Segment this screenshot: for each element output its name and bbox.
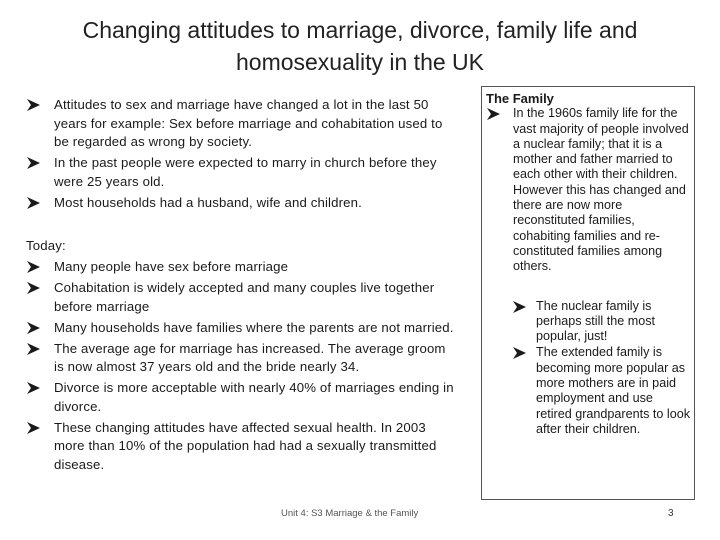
family-sub-bullet-list: [512, 299, 692, 438]
list-item: [512, 345, 692, 437]
arrowhead-bullet-icon: [512, 298, 528, 316]
bullet-text: Many households have families where the parents are not married.: [54, 319, 454, 335]
intro-bullet-list: [26, 96, 458, 212]
bullet-text: The extended family is becoming more popular as more mothers are in paid employment and use retired grandparents to look after their children.: [536, 345, 691, 436]
arrowhead-bullet-icon: [486, 105, 502, 123]
bullet-text: Many people have sex before marriage: [54, 259, 289, 274]
arrowhead-bullet-icon: [512, 344, 528, 362]
list-item: [26, 96, 458, 152]
arrowhead-bullet-icon: [26, 154, 42, 172]
list-item: [486, 106, 692, 274]
list-item: [26, 379, 458, 416]
list-item: [26, 258, 458, 277]
arrowhead-bullet-icon: [26, 340, 42, 358]
bullet-text: The average age for marriage has increased. The average groom is now almost 37 years old and the bride nearly 34.: [54, 340, 446, 374]
bullet-text: Divorce is more acceptable with nearly 40% of marriages ending in divorce.: [54, 380, 454, 414]
list-item: [26, 319, 458, 338]
bullet-text: Most households had a husband, wife and children.: [54, 194, 362, 210]
arrowhead-bullet-icon: [26, 379, 42, 397]
left-column: [26, 96, 458, 477]
slide-footer: Unit 4: S3 Marriage & the Family: [281, 508, 419, 519]
right-column: [486, 91, 692, 438]
arrowhead-bullet-icon: [26, 279, 42, 297]
bullet-text: In the past people were expected to marry in church before they were 25 years old.: [54, 155, 437, 189]
bullet-text: Cohabitation is widely accepted and many couples live together before marriage: [54, 280, 435, 314]
family-heading: The Family: [486, 91, 554, 106]
arrowhead-bullet-icon: [26, 319, 42, 337]
bullet-text: These changing attitudes have affected sexual health. In 2003 more than 10% of the population had had a sexually transmitted disease.: [54, 419, 437, 472]
arrowhead-bullet-icon: [26, 96, 42, 114]
list-item: [26, 340, 458, 377]
list-item: [26, 154, 458, 191]
arrowhead-bullet-icon: [26, 194, 42, 212]
bullet-text: The nuclear family is perhaps still the most popular, just!: [536, 298, 655, 344]
page-number: 3: [668, 508, 674, 519]
family-bullet-list: [486, 106, 692, 274]
today-bullet-list: [26, 258, 458, 474]
arrowhead-bullet-icon: [26, 258, 42, 276]
bullet-text: Attitudes to sex and marriage have changed a lot in the last 50 years for example: Sex before marriage and cohabitation used to be regarded as wrong by society.: [54, 97, 443, 149]
arrowhead-bullet-icon: [26, 419, 42, 437]
list-item: [512, 299, 692, 345]
list-item: [26, 279, 458, 316]
list-item: [26, 194, 458, 213]
bullet-text: In the 1960s family life for the vast majority of people involved a nuclear family; that it is a mother and father married to each other with their children. However this has changed and there are now more reconstituted families, cohabiting families and re-constituted families among others.: [513, 106, 689, 274]
slide-title: Changing attitudes to marriage, divorce, family life and homosexuality in the UK: [82, 17, 638, 75]
list-item: [26, 419, 458, 475]
today-heading: Today:: [26, 237, 66, 253]
